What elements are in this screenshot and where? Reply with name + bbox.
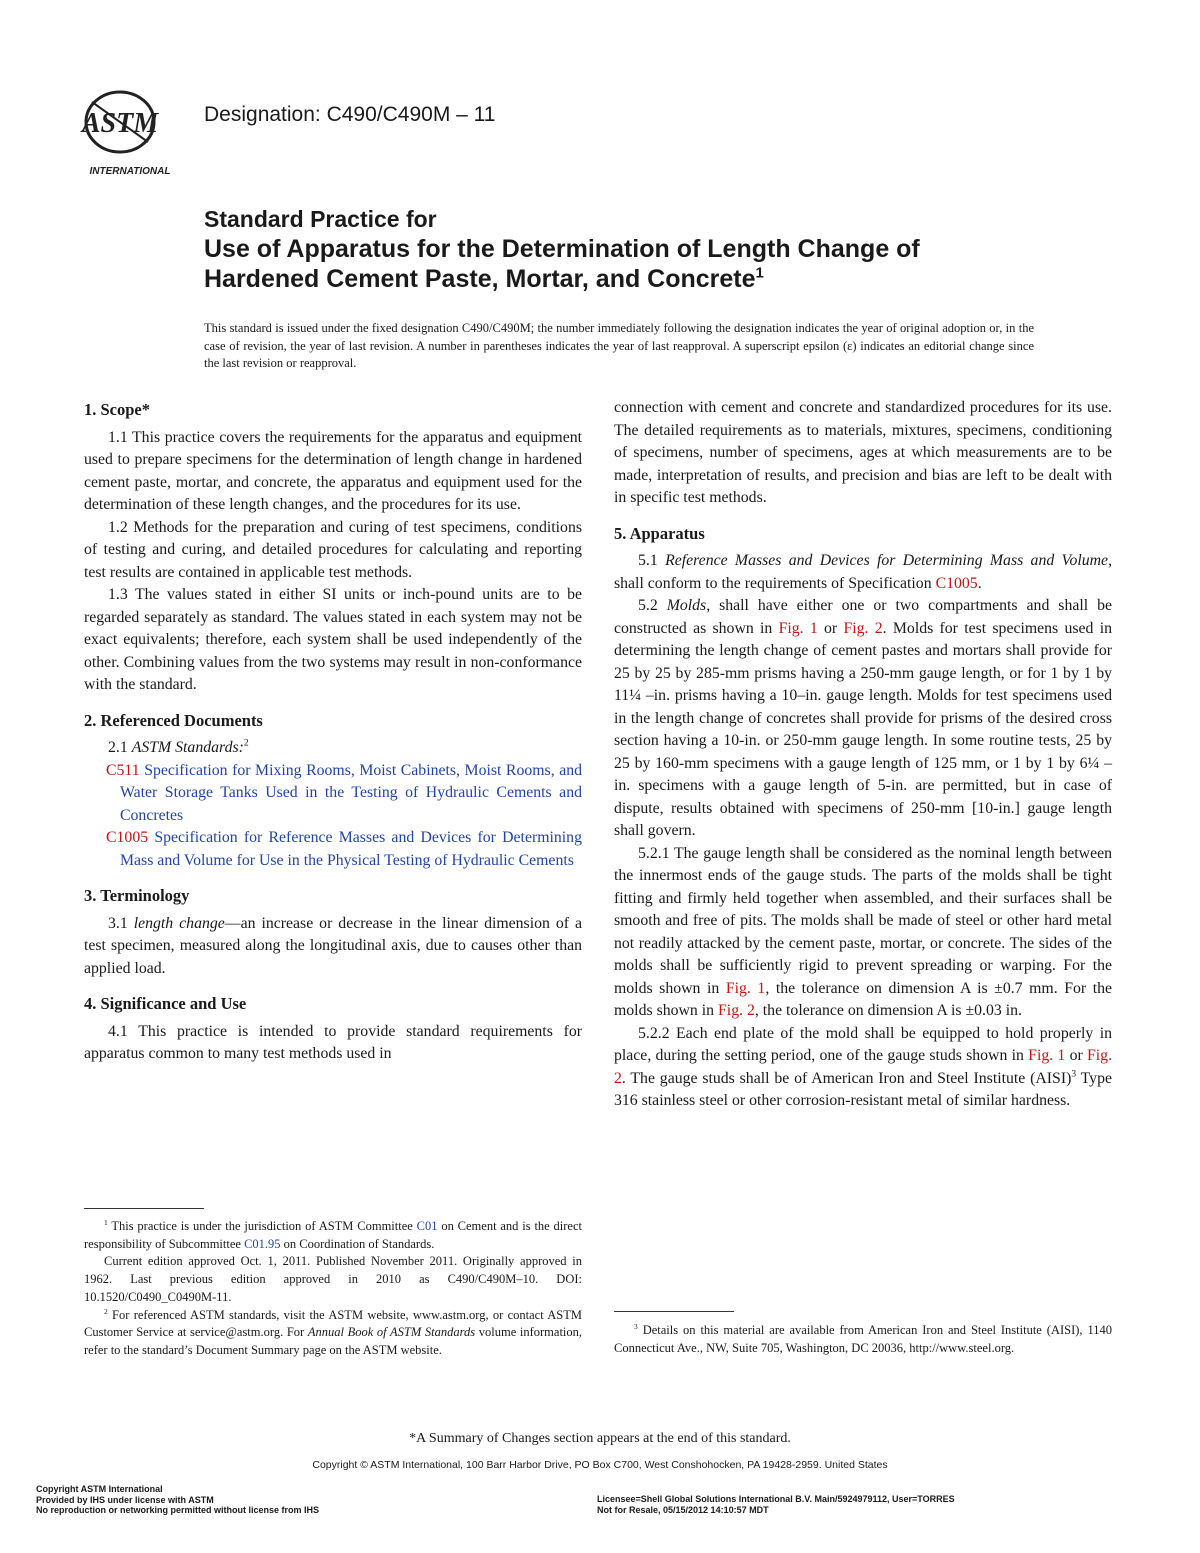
title-line-3 bbox=[204, 264, 1104, 294]
para-4-1-continued: connection with cement and concrete and standardized procedures for its use. The detailed requirements as to materials, mixtures, specimens, conditioning of specimens, number of specimens, ages at which measurements are to be made, interpretation of results, and precision and bias are left to be dealt with in specific test methods. bbox=[614, 399, 1112, 506]
link-fig-1[interactable]: Fig. 1 bbox=[778, 619, 818, 637]
link-subcommittee-c01-95[interactable]: C01.95 bbox=[244, 1236, 281, 1251]
footnote-1-text-b: on Cement and is the direct responsibility of Subcommittee bbox=[84, 1219, 582, 1251]
footnote-ref-3: 3 bbox=[1071, 1069, 1077, 1080]
para-2-1-num: 2.1 bbox=[108, 739, 128, 756]
document-title bbox=[204, 205, 1104, 294]
footnote-3-text: Details on this material are available from American Iron and Steel Institute (AISI), 1140 Connecticut Ave., NW, Suite 705, Washington, DC 20036, http://www.steel.org. bbox=[614, 1323, 1112, 1355]
license-right bbox=[597, 1494, 955, 1515]
section-2-heading: 2. Referenced Documents bbox=[84, 710, 263, 730]
link-fig-1[interactable]: Fig. 1 bbox=[725, 979, 766, 997]
para-1-1: 1.1 This practice covers the requirements for the apparatus and equipment used to prepare specimens for the determination of length change in hardened cement paste, mortar, and concrete, the apparatus and equipment used for the determination of these length changes, and the procedures for its use. bbox=[84, 428, 582, 513]
license-right-line-2: Not for Resale, 05/15/2012 14:10:57 MDT bbox=[597, 1504, 769, 1515]
title-line-1: Standard Practice for bbox=[204, 206, 437, 232]
title-footnote-marker: 1 bbox=[755, 264, 764, 282]
footnote-divider-right bbox=[614, 1311, 734, 1312]
para-5-2 bbox=[614, 595, 1112, 843]
para-5-2-1-text-c: , the tolerance on dimension A is ±0.03 in. bbox=[754, 1002, 1022, 1019]
reference-c511-title[interactable]: Specification for Mixing Rooms, Moist Cabinets, Moist Rooms, and Water Storage Tanks Used in the Testing of Hydraulic Cements and Concretes bbox=[120, 761, 582, 824]
link-fig-2[interactable]: Fig. 2 bbox=[843, 619, 883, 637]
section-1-heading: 1. Scope* bbox=[84, 400, 150, 419]
para-5-1-num: 5.1 bbox=[638, 552, 658, 569]
summary-of-changes-note: *A Summary of Changes section appears at the end of this standard. bbox=[409, 1431, 791, 1446]
footnote-ref-2: 2 bbox=[243, 738, 249, 749]
para-5-2-text-b: . Molds for test specimens used in determining the length change of cement pastes and mortars shall provide for 25 by 25 by 285-mm prisms having a 250-mm gauge length, or for 1 by 1 by 11¼ –in. prisms having a 10–in. gauge length. Molds for test specimens used in the length change of concretes shall provide for prisms of the desired cross section having a 10-in. or 250-mm gauge length. In some routine tests, 25 by 25 by 160-mm specimens with a gauge length of 125 mm, or 1 by 1 by 6¼ –in. specimens with a gauge length of 5-in. are permitted, but in case of dispute, results obtained with specimens of 250-mm [10-in.] gauge length shall govern. bbox=[614, 619, 1112, 839]
link-fig-2[interactable]: Fig. 2 bbox=[614, 1047, 1113, 1087]
para-5-1-title: Reference Masses and Devices for Determining Mass and Volume bbox=[665, 552, 1109, 569]
para-3-1-num: 3.1 bbox=[108, 914, 128, 932]
para-2-1 bbox=[84, 737, 582, 760]
reference-c1005 bbox=[84, 827, 582, 872]
para-5-2-1-text-a: 5.2.1 The gauge length shall be considered as the nominal length between the innermost ends of the gauge studs. The parts of the molds shall be tight fitting and firmly held together when assembled, and their surfaces shall be smooth and free of pits. The molds shall be made of steel or other hard metal not readily attacked by the cement paste, mortar, or concrete. The sides of the molds shall be sufficiently rigid to prevent spreading or warping. For the molds shown in bbox=[614, 844, 1112, 997]
word-or: or bbox=[1069, 1047, 1083, 1064]
para-5-2-2-text-a: 5.2.2 Each end plate of the mold shall be equipped to hold properly in place, during the setting period, one of the gauge studs shown in bbox=[614, 1024, 1112, 1064]
reference-c511 bbox=[84, 760, 582, 828]
para-3-1-text: —an increase or decrease in the linear dimension of a test specimen, measured along the longitudinal axis, due to causes other than applied load. bbox=[84, 914, 582, 977]
para-5-2-title: Molds bbox=[666, 597, 707, 614]
issuance-note: This standard is issued under the fixed designation C490/C490M; the number immediately following the designation indicates the year of original adoption or, in the case of revision, the year of last revision. A number in parentheses indicates the year of last reapproval. A superscript epsilon (ε) indicates an editorial change since the last revision or reapproval. bbox=[204, 321, 1034, 370]
logo-text: ASTM bbox=[81, 108, 159, 139]
license-left-line-2: Provided by IHS under license with ASTM bbox=[36, 1494, 214, 1505]
word-or: or bbox=[824, 619, 838, 637]
section-4-heading: 4. Significance and Use bbox=[84, 994, 247, 1013]
term-length-change: length change bbox=[133, 914, 225, 932]
para-1-2: 1.2 Methods for the preparation and curing of test specimens, conditions of testing and curing, and detailed procedures for calculating and reporting test results are contained in applicable test methods. bbox=[84, 518, 582, 581]
para-3-1 bbox=[84, 913, 582, 981]
astm-logo bbox=[70, 86, 190, 178]
para-5-2-2 bbox=[614, 1023, 1112, 1113]
para-5-2-2-text-c: Type 316 stainless steel or other corrosion-resistant metal of similar hardness. bbox=[614, 1069, 1112, 1109]
right-column bbox=[614, 397, 1112, 1113]
para-2-1-title: ASTM Standards: bbox=[131, 739, 244, 756]
link-c1005[interactable]: C1005 bbox=[935, 574, 978, 592]
para-5-2-1 bbox=[614, 843, 1112, 1023]
reference-c511-link[interactable]: C511 bbox=[106, 761, 140, 779]
para-5-2-1-text-b: , the tolerance on dimension A is ±0.7 mm. For the molds shown in bbox=[614, 979, 1113, 1019]
footnotes-right bbox=[614, 1322, 1112, 1357]
designation: Designation: C490/C490M – 11 bbox=[204, 103, 496, 126]
title-line-3-text: Hardened Cement Paste, Mortar, and Concrete bbox=[204, 265, 756, 293]
license-left-line-1: Copyright ASTM International bbox=[36, 1484, 163, 1494]
para-5-1-text: , shall conform to the requirements of Specification bbox=[614, 552, 1113, 592]
footnote-1: $^1$ This practice is under the jurisdiction of ASTM Committee C01 on Cement and is the direct responsibility of Subcommittee C01.95 on Coordination of Standards. bbox=[84, 1217, 582, 1251]
section-3-heading: 3. Terminology bbox=[84, 886, 190, 905]
license-right-line-1: Licensee=Shell Global Solutions International B.V. Main/5924979112, User=TORRES bbox=[597, 1494, 955, 1504]
para-5-1 bbox=[614, 550, 1112, 595]
para-5-2-text-a: , shall have either one or two compartments and shall be constructed as shown in bbox=[614, 597, 1112, 637]
para-5-2-2-text-b: . The gauge studs shall be of American Iron and Steel Institute (AISI) bbox=[621, 1069, 1072, 1087]
para-5-2-num: 5.2 bbox=[638, 597, 658, 614]
footnote-2-text-a: For referenced ASTM standards, visit the ASTM website, www.astm.org, or contact ASTM Customer Service at service@astm.org. For bbox=[84, 1307, 583, 1340]
link-fig-2[interactable]: Fig. 2 bbox=[718, 1002, 755, 1019]
section-5-heading: 5. Apparatus bbox=[614, 523, 705, 543]
footnote-2: $^2$ For referenced ASTM standards, visit the ASTM website, www.astm.org, or contact ASTM Customer Service at service@astm.org. For Annual Book of ASTM Standards volume information, refer to the standard’s Document Summary page on the ASTM website. bbox=[84, 1306, 583, 1357]
copyright-line: Copyright © ASTM International, 100 Barr Harbor Drive, PO Box C700, West Conshohocken, PA 19428-2959. United States bbox=[312, 1459, 888, 1471]
footnote-2-text-b: volume information, refer to the standard’s Document Summary page on the ASTM website. bbox=[84, 1325, 583, 1357]
footnote-1-edition: Current edition approved Oct. 1, 2011. Published November 2011. Originally approved in 1962. Last previous edition approved in 2010 as C490/C490M–10. DOI: 10.1520/C0490_C0490M-11. bbox=[84, 1254, 582, 1304]
footnote-divider-left bbox=[84, 1208, 204, 1209]
footnote-3: $^3$ Details on this material are available from American Iron and Steel Institute (AISI), 1140 Connecticut Ave., NW, Suite 705, Washington, DC 20036, http://www.steel.org. bbox=[614, 1321, 1112, 1355]
reference-c1005-link[interactable]: C1005 bbox=[106, 829, 149, 846]
link-fig-1[interactable]: Fig. 1 bbox=[1028, 1047, 1066, 1064]
logo-subtext: INTERNATIONAL bbox=[89, 166, 171, 177]
footnote-1-text-c: on Coordination of Standards. bbox=[283, 1236, 435, 1251]
para-1-3: 1.3 The values stated in either SI units or inch-pound units are to be regarded separately as standard. The values stated in each system may not be exact equivalents; therefore, each system shall be used independently of the other. Combining values from the two systems may result in non-conformance with the standard. bbox=[84, 586, 582, 693]
link-committee-c01[interactable]: C01 bbox=[416, 1219, 438, 1233]
license-left-line-3: No reproduction or networking permitted without license from IHS bbox=[36, 1505, 320, 1515]
license-left bbox=[36, 1484, 319, 1516]
left-column bbox=[84, 397, 582, 1066]
footnote-1-text-a: This practice is under the jurisdiction of ASTM Committee bbox=[111, 1219, 413, 1233]
title-line-2: Use of Apparatus for the Determination of Length Change of bbox=[204, 235, 920, 263]
footnote-2-book-title: Annual Book of ASTM Standards bbox=[307, 1325, 476, 1340]
para-5-1-end: . bbox=[977, 574, 982, 592]
footnotes-left bbox=[84, 1218, 582, 1360]
para-4-1-start: 4.1 This practice is intended to provide standard requirements for apparatus common to many test methods used in bbox=[84, 1022, 582, 1062]
reference-c1005-title[interactable]: Specification for Reference Masses and Devices for Determining Mass and Volume for Use in the Physical Testing of Hydraulic Cements bbox=[120, 829, 582, 869]
